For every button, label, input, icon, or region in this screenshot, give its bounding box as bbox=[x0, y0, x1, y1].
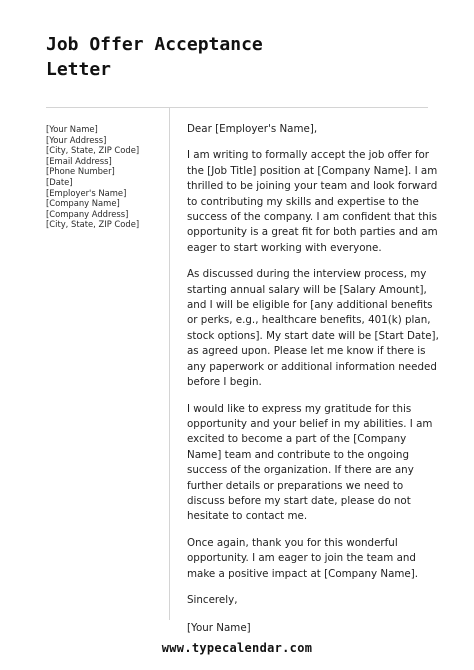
paragraph-thanks: Once again, thank you for this wonderful opportunity. I am eager to join the team and make a positive impact at [Company Name]. bbox=[187, 536, 419, 580]
sender-address: [Your Address] bbox=[46, 134, 107, 145]
sender-city-state-zip: [City, State, ZIP Code] bbox=[46, 145, 140, 156]
company-city-state-zip: [City, State, ZIP Code] bbox=[46, 219, 140, 230]
footer-website: www.typecalendar.com bbox=[161, 641, 313, 655]
horizontal-divider bbox=[46, 107, 428, 108]
title-line-1: Job Offer Acceptance bbox=[46, 34, 263, 55]
letter-date: [Date] bbox=[46, 176, 73, 187]
sender-email: [Email Address] bbox=[46, 155, 112, 166]
employer-name: [Employer's Name] bbox=[46, 187, 127, 198]
paragraph-gratitude: I would like to express my gratitude for this opportunity and your belief in my abilities. I am excited to become a part of the [Company Name] team and contribute to the ongoing success of the organization. If there are any further details or preparations we need to discuss before my start date, please do not hesitate to contact me. bbox=[187, 402, 433, 523]
vertical-divider bbox=[169, 108, 170, 620]
title-line-2: Letter bbox=[46, 59, 112, 80]
company-address: [Company Address] bbox=[46, 208, 129, 219]
salutation: Dear [Employer's Name], bbox=[187, 123, 318, 135]
closing: Sincerely, bbox=[187, 593, 238, 606]
document-title bbox=[46, 32, 346, 82]
signature: [Your Name] bbox=[187, 622, 251, 635]
sender-name: [Your Name] bbox=[46, 124, 98, 134]
sender-phone: [Phone Number] bbox=[46, 166, 115, 177]
paragraph-terms: As discussed during the interview process, my starting annual salary will be [Salary Amount], and I will be eligible for [any additional benefits or perks, e.g., healthcare benefits, 401(k) plan, stock options]. My start date will be [Start Date], as agreed upon. Please let me know if there is any paperwork or additional information needed before I begin. bbox=[187, 268, 439, 389]
letter-body bbox=[187, 122, 441, 648]
paragraph-acceptance: I am writing to formally accept the job offer for the [Job Title] position at [Company Name]. I am thrilled to be joining your team and look forward to contributing my skills and expertise to the success of the company. I am confident that this opportunity is a great fit for both parties and am eager to start working with everyone. bbox=[187, 149, 438, 254]
sender-info-block bbox=[46, 124, 162, 230]
company-name: [Company Name] bbox=[46, 198, 120, 209]
